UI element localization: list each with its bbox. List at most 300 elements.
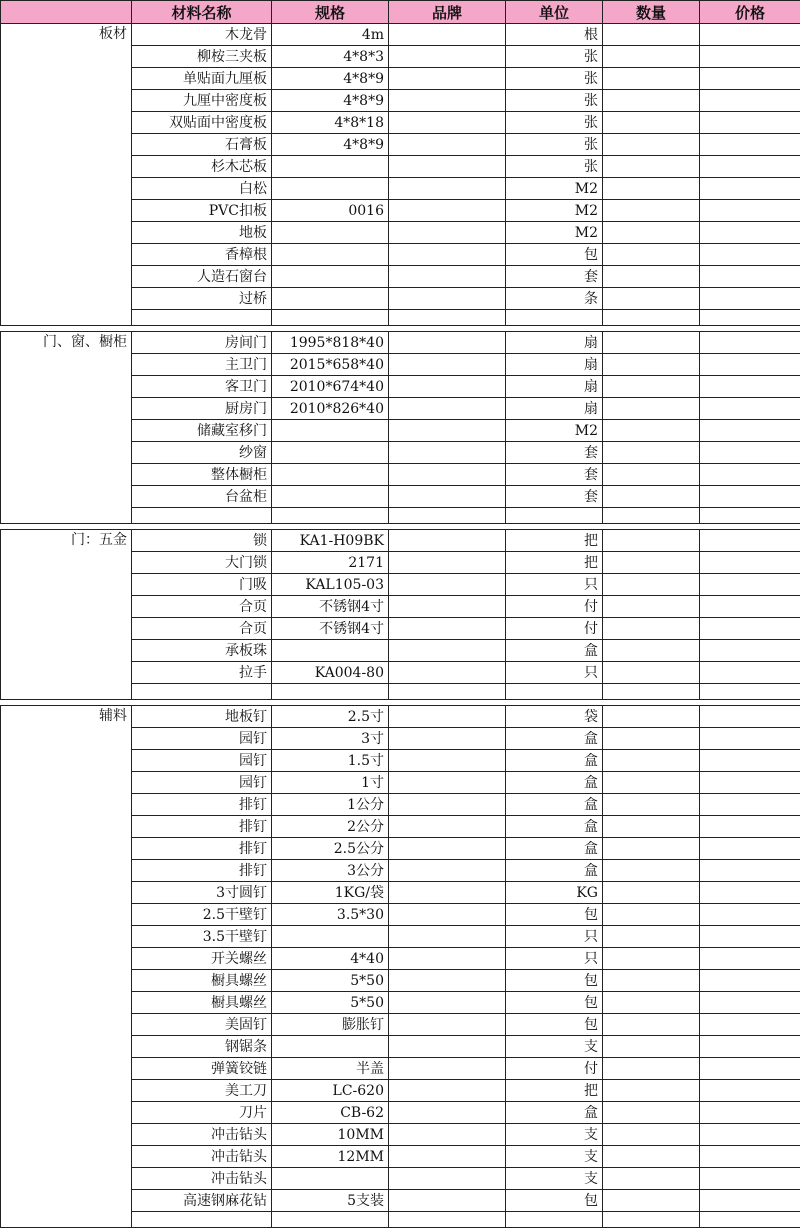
category-cell[interactable]: 门、窗、橱柜 (1, 332, 132, 354)
spec-cell[interactable] (272, 178, 389, 200)
blank-cell[interactable] (1, 508, 132, 524)
brand-cell[interactable] (389, 156, 506, 178)
price-cell[interactable] (700, 1190, 800, 1212)
brand-cell[interactable] (389, 442, 506, 464)
unit-cell[interactable]: 支 (506, 1124, 603, 1146)
brand-cell[interactable] (389, 1190, 506, 1212)
quantity-cell[interactable] (603, 24, 700, 46)
quantity-cell[interactable] (603, 1168, 700, 1190)
price-cell[interactable] (700, 1058, 800, 1080)
quantity-cell[interactable] (603, 1124, 700, 1146)
brand-cell[interactable] (389, 574, 506, 596)
material-name-cell[interactable]: 地板 (132, 222, 272, 244)
brand-cell[interactable] (389, 750, 506, 772)
quantity-cell[interactable] (603, 288, 700, 310)
category-cell[interactable] (1, 376, 132, 398)
spec-cell[interactable] (272, 222, 389, 244)
price-cell[interactable] (700, 904, 800, 926)
brand-cell[interactable] (389, 90, 506, 112)
spec-cell[interactable]: 1995*818*40 (272, 332, 389, 354)
category-cell[interactable] (1, 134, 132, 156)
spec-cell[interactable]: 5支装 (272, 1190, 389, 1212)
price-cell[interactable] (700, 200, 800, 222)
brand-cell[interactable] (389, 970, 506, 992)
category-cell[interactable] (1, 838, 132, 860)
blank-cell[interactable] (1, 1212, 132, 1228)
price-cell[interactable] (700, 926, 800, 948)
price-cell[interactable] (700, 948, 800, 970)
material-name-cell[interactable]: 园钉 (132, 772, 272, 794)
category-cell[interactable] (1, 1102, 132, 1124)
brand-cell[interactable] (389, 530, 506, 552)
quantity-cell[interactable] (603, 926, 700, 948)
brand-cell[interactable] (389, 1102, 506, 1124)
category-cell[interactable] (1, 816, 132, 838)
quantity-cell[interactable] (603, 728, 700, 750)
spec-cell[interactable] (272, 266, 389, 288)
material-name-cell[interactable]: 厨房门 (132, 398, 272, 420)
category-cell[interactable] (1, 596, 132, 618)
category-cell[interactable] (1, 464, 132, 486)
price-cell[interactable] (700, 244, 800, 266)
unit-cell[interactable]: 张 (506, 156, 603, 178)
quantity-cell[interactable] (603, 1014, 700, 1036)
material-name-cell[interactable]: 纱窗 (132, 442, 272, 464)
category-cell[interactable] (1, 618, 132, 640)
brand-cell[interactable] (389, 596, 506, 618)
unit-cell[interactable]: 包 (506, 992, 603, 1014)
price-cell[interactable] (700, 376, 800, 398)
spec-cell[interactable] (272, 486, 389, 508)
unit-cell[interactable]: M2 (506, 178, 603, 200)
price-cell[interactable] (700, 772, 800, 794)
quantity-cell[interactable] (603, 772, 700, 794)
price-cell[interactable] (700, 882, 800, 904)
brand-cell[interactable] (389, 112, 506, 134)
material-name-cell[interactable]: 地板钉 (132, 706, 272, 728)
unit-cell[interactable]: 盒 (506, 794, 603, 816)
quantity-cell[interactable] (603, 420, 700, 442)
unit-cell[interactable]: 包 (506, 970, 603, 992)
quantity-cell[interactable] (603, 970, 700, 992)
price-cell[interactable] (700, 288, 800, 310)
material-name-cell[interactable]: 客卫门 (132, 376, 272, 398)
brand-cell[interactable] (389, 134, 506, 156)
spec-cell[interactable]: 3.5*30 (272, 904, 389, 926)
unit-cell[interactable]: 只 (506, 948, 603, 970)
quantity-cell[interactable] (603, 200, 700, 222)
price-cell[interactable] (700, 486, 800, 508)
unit-cell[interactable]: 根 (506, 24, 603, 46)
category-cell[interactable] (1, 46, 132, 68)
price-cell[interactable] (700, 354, 800, 376)
price-cell[interactable] (700, 640, 800, 662)
material-name-cell[interactable]: 开关螺丝 (132, 948, 272, 970)
brand-cell[interactable] (389, 838, 506, 860)
spec-cell[interactable]: 1公分 (272, 794, 389, 816)
quantity-cell[interactable] (603, 1190, 700, 1212)
material-name-cell[interactable]: 排钉 (132, 794, 272, 816)
category-cell[interactable] (1, 750, 132, 772)
quantity-cell[interactable] (603, 1146, 700, 1168)
category-cell[interactable] (1, 882, 132, 904)
blank-cell[interactable] (700, 1212, 800, 1228)
spec-cell[interactable]: 4*8*9 (272, 134, 389, 156)
unit-cell[interactable]: 支 (506, 1168, 603, 1190)
quantity-cell[interactable] (603, 244, 700, 266)
spec-cell[interactable] (272, 1168, 389, 1190)
blank-cell[interactable] (603, 684, 700, 700)
unit-cell[interactable]: 把 (506, 530, 603, 552)
brand-cell[interactable] (389, 948, 506, 970)
quantity-cell[interactable] (603, 46, 700, 68)
quantity-cell[interactable] (603, 90, 700, 112)
quantity-cell[interactable] (603, 1080, 700, 1102)
unit-cell[interactable]: 套 (506, 464, 603, 486)
price-cell[interactable] (700, 1102, 800, 1124)
price-cell[interactable] (700, 750, 800, 772)
blank-cell[interactable] (1, 684, 132, 700)
spec-cell[interactable] (272, 464, 389, 486)
category-cell[interactable] (1, 1124, 132, 1146)
blank-cell[interactable] (700, 684, 800, 700)
material-name-cell[interactable]: 过桥 (132, 288, 272, 310)
spec-cell[interactable]: 2010*674*40 (272, 376, 389, 398)
blank-cell[interactable] (389, 1212, 506, 1228)
category-cell[interactable] (1, 728, 132, 750)
spec-cell[interactable]: 膨胀钉 (272, 1014, 389, 1036)
blank-cell[interactable] (132, 1212, 272, 1228)
material-name-cell[interactable]: PVC扣板 (132, 200, 272, 222)
quantity-cell[interactable] (603, 948, 700, 970)
brand-cell[interactable] (389, 46, 506, 68)
price-cell[interactable] (700, 266, 800, 288)
material-name-cell[interactable]: 杉木芯板 (132, 156, 272, 178)
brand-cell[interactable] (389, 200, 506, 222)
quantity-cell[interactable] (603, 596, 700, 618)
material-name-cell[interactable]: 钢锯条 (132, 1036, 272, 1058)
material-name-cell[interactable]: 柳桉三夹板 (132, 46, 272, 68)
spec-cell[interactable]: 2.5公分 (272, 838, 389, 860)
unit-cell[interactable]: M2 (506, 200, 603, 222)
quantity-cell[interactable] (603, 860, 700, 882)
brand-cell[interactable] (389, 420, 506, 442)
spec-cell[interactable] (272, 244, 389, 266)
unit-cell[interactable]: 盒 (506, 838, 603, 860)
spec-cell[interactable]: 4*8*3 (272, 46, 389, 68)
spec-cell[interactable]: 1.5寸 (272, 750, 389, 772)
category-cell[interactable] (1, 926, 132, 948)
category-cell[interactable] (1, 90, 132, 112)
blank-cell[interactable] (700, 310, 800, 326)
spec-cell[interactable]: 5*50 (272, 970, 389, 992)
price-cell[interactable] (700, 24, 800, 46)
category-cell[interactable] (1, 992, 132, 1014)
price-cell[interactable] (700, 1146, 800, 1168)
category-cell[interactable] (1, 354, 132, 376)
material-name-cell[interactable]: 房间门 (132, 332, 272, 354)
brand-cell[interactable] (389, 728, 506, 750)
blank-cell[interactable] (132, 310, 272, 326)
brand-cell[interactable] (389, 904, 506, 926)
category-cell[interactable] (1, 970, 132, 992)
blank-cell[interactable] (389, 684, 506, 700)
spec-cell[interactable] (272, 640, 389, 662)
spec-cell[interactable] (272, 288, 389, 310)
unit-cell[interactable]: 条 (506, 288, 603, 310)
unit-cell[interactable]: 张 (506, 68, 603, 90)
spec-cell[interactable]: LC-620 (272, 1080, 389, 1102)
spec-cell[interactable]: 2015*658*40 (272, 354, 389, 376)
price-cell[interactable] (700, 794, 800, 816)
category-cell[interactable] (1, 1080, 132, 1102)
material-name-cell[interactable]: 台盆柜 (132, 486, 272, 508)
spec-cell[interactable]: 4m (272, 24, 389, 46)
quantity-cell[interactable] (603, 530, 700, 552)
brand-cell[interactable] (389, 68, 506, 90)
brand-cell[interactable] (389, 1036, 506, 1058)
brand-cell[interactable] (389, 464, 506, 486)
category-cell[interactable] (1, 222, 132, 244)
unit-cell[interactable]: 张 (506, 46, 603, 68)
blank-cell[interactable] (272, 310, 389, 326)
quantity-cell[interactable] (603, 442, 700, 464)
unit-cell[interactable]: KG (506, 882, 603, 904)
spec-cell[interactable] (272, 420, 389, 442)
unit-cell[interactable]: 袋 (506, 706, 603, 728)
material-name-cell[interactable]: 白松 (132, 178, 272, 200)
unit-cell[interactable]: 扇 (506, 376, 603, 398)
material-name-cell[interactable]: 美工刀 (132, 1080, 272, 1102)
material-name-cell[interactable]: 拉手 (132, 662, 272, 684)
brand-cell[interactable] (389, 354, 506, 376)
quantity-cell[interactable] (603, 156, 700, 178)
unit-cell[interactable]: 张 (506, 112, 603, 134)
category-cell[interactable] (1, 552, 132, 574)
category-cell[interactable] (1, 948, 132, 970)
category-cell[interactable] (1, 772, 132, 794)
brand-cell[interactable] (389, 1014, 506, 1036)
material-name-cell[interactable]: 大门锁 (132, 552, 272, 574)
brand-cell[interactable] (389, 266, 506, 288)
material-name-cell[interactable]: 门吸 (132, 574, 272, 596)
price-cell[interactable] (700, 992, 800, 1014)
brand-cell[interactable] (389, 618, 506, 640)
category-cell[interactable] (1, 112, 132, 134)
brand-cell[interactable] (389, 178, 506, 200)
category-cell[interactable] (1, 442, 132, 464)
material-name-cell[interactable]: 合页 (132, 618, 272, 640)
price-cell[interactable] (700, 156, 800, 178)
unit-cell[interactable]: 盒 (506, 728, 603, 750)
brand-cell[interactable] (389, 992, 506, 1014)
price-cell[interactable] (700, 222, 800, 244)
blank-cell[interactable] (272, 1212, 389, 1228)
quantity-cell[interactable] (603, 1058, 700, 1080)
brand-cell[interactable] (389, 376, 506, 398)
material-name-cell[interactable]: 橱具螺丝 (132, 970, 272, 992)
quantity-cell[interactable] (603, 992, 700, 1014)
quantity-cell[interactable] (603, 640, 700, 662)
quantity-cell[interactable] (603, 398, 700, 420)
spec-cell[interactable]: 12MM (272, 1146, 389, 1168)
quantity-cell[interactable] (603, 332, 700, 354)
material-name-cell[interactable]: 人造石窗台 (132, 266, 272, 288)
unit-cell[interactable]: 盒 (506, 1102, 603, 1124)
brand-cell[interactable] (389, 1124, 506, 1146)
material-name-cell[interactable]: 高速钢麻花钻 (132, 1190, 272, 1212)
category-cell[interactable] (1, 398, 132, 420)
material-name-cell[interactable]: 香樟根 (132, 244, 272, 266)
category-cell[interactable] (1, 1168, 132, 1190)
brand-cell[interactable] (389, 288, 506, 310)
brand-cell[interactable] (389, 926, 506, 948)
material-name-cell[interactable]: 木龙骨 (132, 24, 272, 46)
material-name-cell[interactable]: 刀片 (132, 1102, 272, 1124)
blank-cell[interactable] (132, 508, 272, 524)
spec-cell[interactable]: 不锈钢4寸 (272, 618, 389, 640)
material-name-cell[interactable]: 石膏板 (132, 134, 272, 156)
blank-cell[interactable] (1, 310, 132, 326)
category-cell[interactable] (1, 1058, 132, 1080)
category-cell[interactable] (1, 156, 132, 178)
category-cell[interactable] (1, 794, 132, 816)
price-cell[interactable] (700, 464, 800, 486)
spec-cell[interactable]: CB-62 (272, 1102, 389, 1124)
price-cell[interactable] (700, 112, 800, 134)
unit-cell[interactable]: 包 (506, 904, 603, 926)
spec-cell[interactable]: 4*40 (272, 948, 389, 970)
brand-cell[interactable] (389, 398, 506, 420)
material-name-cell[interactable]: 园钉 (132, 750, 272, 772)
quantity-cell[interactable] (603, 464, 700, 486)
price-cell[interactable] (700, 68, 800, 90)
material-name-cell[interactable]: 2.5干壁钉 (132, 904, 272, 926)
spec-cell[interactable] (272, 156, 389, 178)
price-cell[interactable] (700, 662, 800, 684)
quantity-cell[interactable] (603, 574, 700, 596)
price-cell[interactable] (700, 838, 800, 860)
unit-cell[interactable]: 包 (506, 1014, 603, 1036)
unit-cell[interactable]: 把 (506, 552, 603, 574)
material-name-cell[interactable]: 排钉 (132, 816, 272, 838)
material-name-cell[interactable]: 弹簧铰链 (132, 1058, 272, 1080)
quantity-cell[interactable] (603, 816, 700, 838)
quantity-cell[interactable] (603, 266, 700, 288)
quantity-cell[interactable] (603, 882, 700, 904)
category-cell[interactable] (1, 574, 132, 596)
material-name-cell[interactable]: 冲击钻头 (132, 1168, 272, 1190)
price-cell[interactable] (700, 618, 800, 640)
price-cell[interactable] (700, 46, 800, 68)
price-cell[interactable] (700, 574, 800, 596)
brand-cell[interactable] (389, 552, 506, 574)
brand-cell[interactable] (389, 486, 506, 508)
spec-cell[interactable]: 2171 (272, 552, 389, 574)
unit-cell[interactable]: M2 (506, 222, 603, 244)
blank-cell[interactable] (603, 508, 700, 524)
quantity-cell[interactable] (603, 222, 700, 244)
blank-cell[interactable] (506, 508, 603, 524)
price-cell[interactable] (700, 420, 800, 442)
material-name-cell[interactable]: 3.5干壁钉 (132, 926, 272, 948)
price-cell[interactable] (700, 134, 800, 156)
spec-cell[interactable]: 1寸 (272, 772, 389, 794)
category-cell[interactable]: 门：五金 (1, 530, 132, 552)
spec-cell[interactable] (272, 1036, 389, 1058)
blank-cell[interactable] (272, 508, 389, 524)
price-cell[interactable] (700, 1124, 800, 1146)
unit-cell[interactable]: 盒 (506, 860, 603, 882)
unit-cell[interactable]: 支 (506, 1146, 603, 1168)
category-cell[interactable]: 辅料 (1, 706, 132, 728)
unit-cell[interactable]: 付 (506, 596, 603, 618)
price-cell[interactable] (700, 1014, 800, 1036)
material-name-cell[interactable]: 储藏室移门 (132, 420, 272, 442)
category-cell[interactable] (1, 640, 132, 662)
category-cell[interactable] (1, 1146, 132, 1168)
blank-cell[interactable] (700, 508, 800, 524)
category-cell[interactable] (1, 1190, 132, 1212)
spec-cell[interactable] (272, 926, 389, 948)
brand-cell[interactable] (389, 640, 506, 662)
price-cell[interactable] (700, 398, 800, 420)
brand-cell[interactable] (389, 706, 506, 728)
price-cell[interactable] (700, 552, 800, 574)
category-cell[interactable] (1, 178, 132, 200)
material-name-cell[interactable]: 排钉 (132, 860, 272, 882)
price-cell[interactable] (700, 728, 800, 750)
category-cell[interactable] (1, 266, 132, 288)
unit-cell[interactable]: 扇 (506, 398, 603, 420)
category-cell[interactable] (1, 1036, 132, 1058)
brand-cell[interactable] (389, 244, 506, 266)
quantity-cell[interactable] (603, 838, 700, 860)
material-name-cell[interactable]: 双贴面中密度板 (132, 112, 272, 134)
quantity-cell[interactable] (603, 486, 700, 508)
unit-cell[interactable]: 把 (506, 1080, 603, 1102)
spec-cell[interactable]: KAL105-03 (272, 574, 389, 596)
price-cell[interactable] (700, 332, 800, 354)
price-cell[interactable] (700, 860, 800, 882)
spec-cell[interactable]: 4*8*18 (272, 112, 389, 134)
material-name-cell[interactable]: 排钉 (132, 838, 272, 860)
price-cell[interactable] (700, 1168, 800, 1190)
quantity-cell[interactable] (603, 1036, 700, 1058)
brand-cell[interactable] (389, 772, 506, 794)
quantity-cell[interactable] (603, 376, 700, 398)
spec-cell[interactable]: 3寸 (272, 728, 389, 750)
material-name-cell[interactable]: 冲击钻头 (132, 1146, 272, 1168)
quantity-cell[interactable] (603, 354, 700, 376)
category-cell[interactable] (1, 486, 132, 508)
spec-cell[interactable]: 2公分 (272, 816, 389, 838)
spec-cell[interactable]: KA004-80 (272, 662, 389, 684)
brand-cell[interactable] (389, 816, 506, 838)
unit-cell[interactable]: 包 (506, 244, 603, 266)
unit-cell[interactable]: 只 (506, 662, 603, 684)
material-name-cell[interactable]: 园钉 (132, 728, 272, 750)
spec-cell[interactable]: 3公分 (272, 860, 389, 882)
brand-cell[interactable] (389, 1146, 506, 1168)
material-name-cell[interactable]: 锁 (132, 530, 272, 552)
price-cell[interactable] (700, 706, 800, 728)
blank-cell[interactable] (272, 684, 389, 700)
material-name-cell[interactable]: 单贴面九厘板 (132, 68, 272, 90)
material-name-cell[interactable]: 橱具螺丝 (132, 992, 272, 1014)
blank-cell[interactable] (506, 310, 603, 326)
quantity-cell[interactable] (603, 662, 700, 684)
